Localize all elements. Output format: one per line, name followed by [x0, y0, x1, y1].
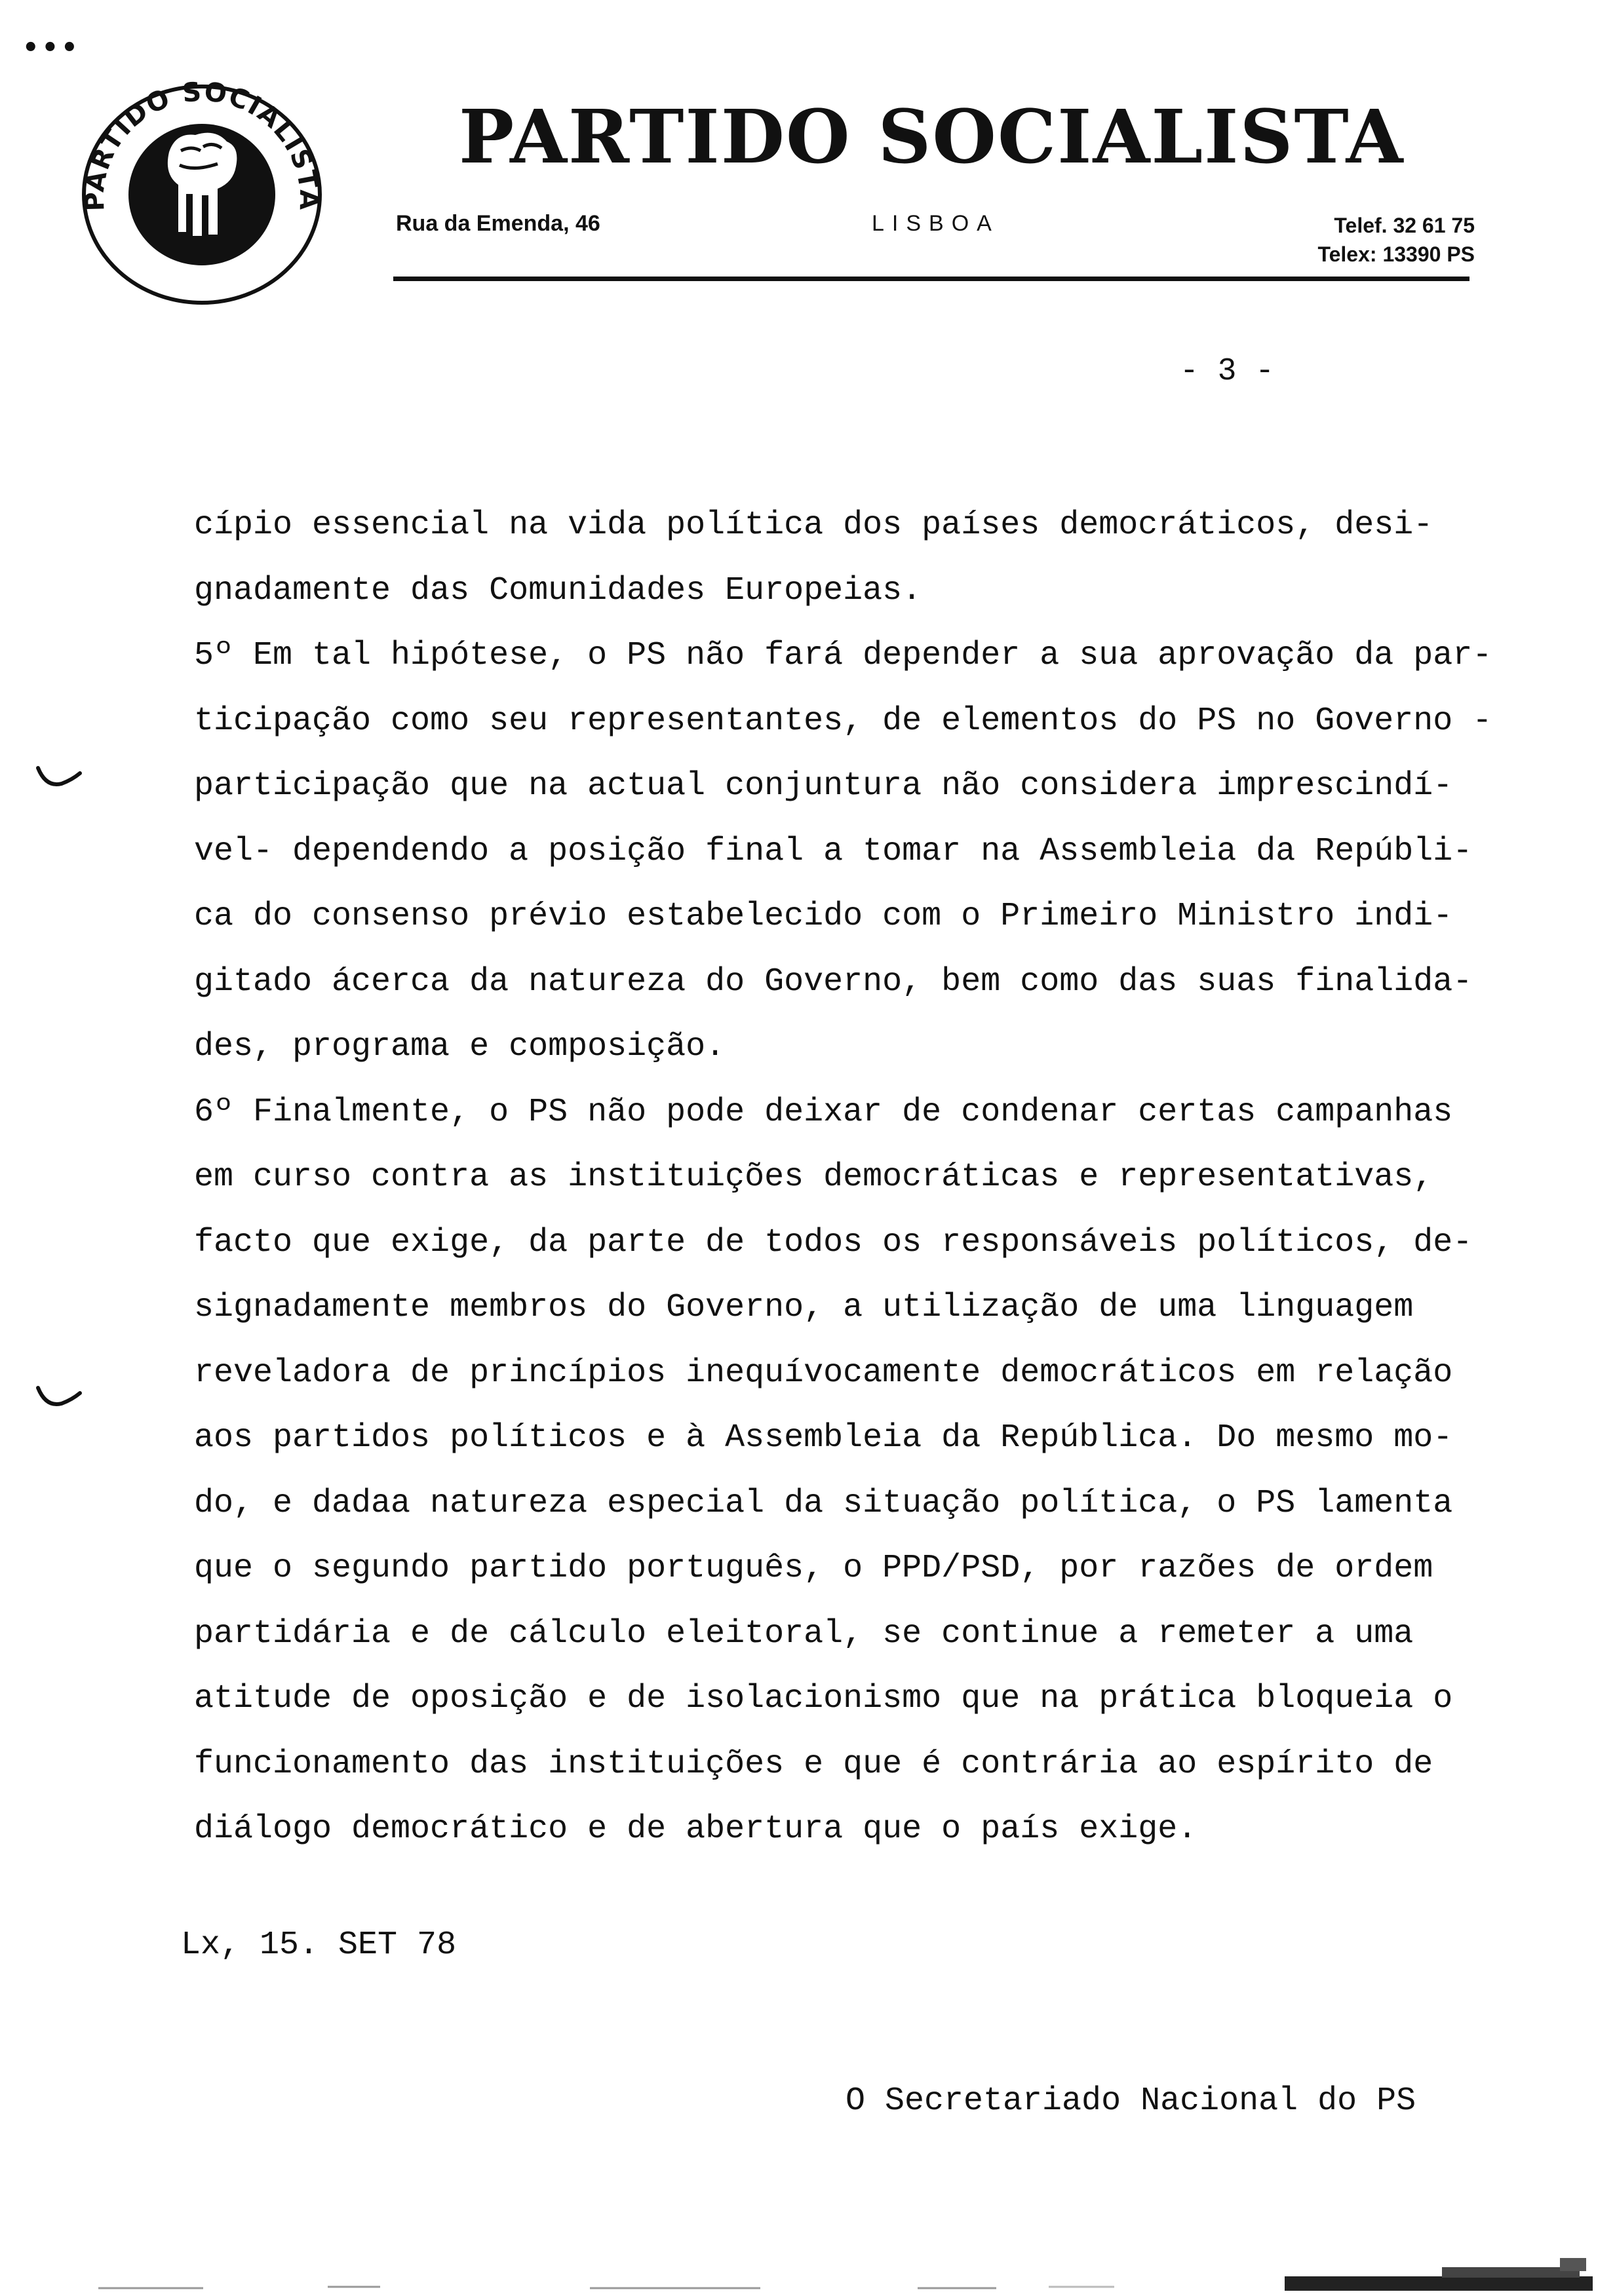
body-line: facto que exige, da parte de todos os responsáveis políticos, de- [194, 1223, 1473, 1261]
body-line: cípio essencial na vida política dos países democráticos, desi- [194, 507, 1433, 544]
body-line: gnadamente das Comunidades Europeias. [194, 571, 922, 609]
letter-date: Lx, 15. SET 78 [181, 1926, 457, 1964]
body-line: participação que na actual conjuntura não considera imprescindí- [194, 767, 1453, 805]
party-logo-icon [77, 73, 326, 309]
body-line: atitude de oposição e de isolacionismo que na prática bloqueia o [194, 1680, 1453, 1717]
body-line: signadamente membros do Governo, a utilização de uma linguagem [194, 1289, 1414, 1326]
page-number: - 3 - [1180, 354, 1275, 389]
phone-number: Telef. 32 61 75 [1334, 214, 1475, 237]
svg-text:PARTIDO SOCIALISTA: PARTIDO SOCIALISTA [79, 77, 324, 212]
body-line: gitado ácerca da natureza do Governo, bem como das suas finalida- [194, 963, 1473, 1001]
body-line: em curso contra as instituições democráticas e representativas, [194, 1158, 1433, 1196]
body-line: reveladora de princípios inequívocamente democráticos em relação [194, 1354, 1453, 1392]
body-line: 5º Em tal hipótese, o PS não fará depender a sua aprovação da par- [194, 637, 1492, 674]
body-line: des, programa e composição. [194, 1028, 726, 1065]
body-line: ticipação como seu representantes, de elementos do PS no Governo - [194, 702, 1492, 740]
body-line: 6º Finalmente, o PS não pode deixar de condenar certas campanhas [194, 1093, 1453, 1131]
address-city: LISBOA [872, 211, 1000, 236]
body-line: do, e dadaa natureza especial da situação política, o PS lamenta [194, 1484, 1453, 1522]
header-divider [393, 277, 1469, 281]
party-name-title: PARTIDO SOCIALISTA [459, 94, 1405, 180]
margin-tick-icon [33, 1384, 85, 1410]
signature-line: O Secretariado Nacional do PS [846, 2082, 1416, 2120]
body-line: ca do consenso prévio estabelecido com o Primeiro Ministro indi- [194, 898, 1453, 935]
scan-edge-artifacts [0, 2254, 1615, 2296]
body-line: funcionamento das instituições e que é contrária ao espírito de [194, 1745, 1433, 1783]
letter-body [194, 493, 1492, 1862]
margin-tick-icon [33, 764, 85, 790]
body-line: vel- dependendo a posição final a tomar na Assembleia da Repúbli- [194, 832, 1473, 870]
body-line: partidária e de cálculo eleitoral, se continue a remeter a uma [194, 1615, 1414, 1653]
body-line: que o segundo partido português, o PPD/PSD, por razões de ordem [194, 1550, 1433, 1587]
scan-marks: ••• [22, 33, 81, 63]
telex-number: Telex: 13390 PS [1317, 242, 1475, 266]
contact-info [1317, 211, 1475, 269]
address-street: Rua da Emenda, 46 [396, 211, 600, 236]
body-line: aos partidos políticos e à Assembleia da República. Do mesmo mo- [194, 1419, 1453, 1457]
body-line: diálogo democrático e de abertura que o país exige. [194, 1810, 1197, 1848]
